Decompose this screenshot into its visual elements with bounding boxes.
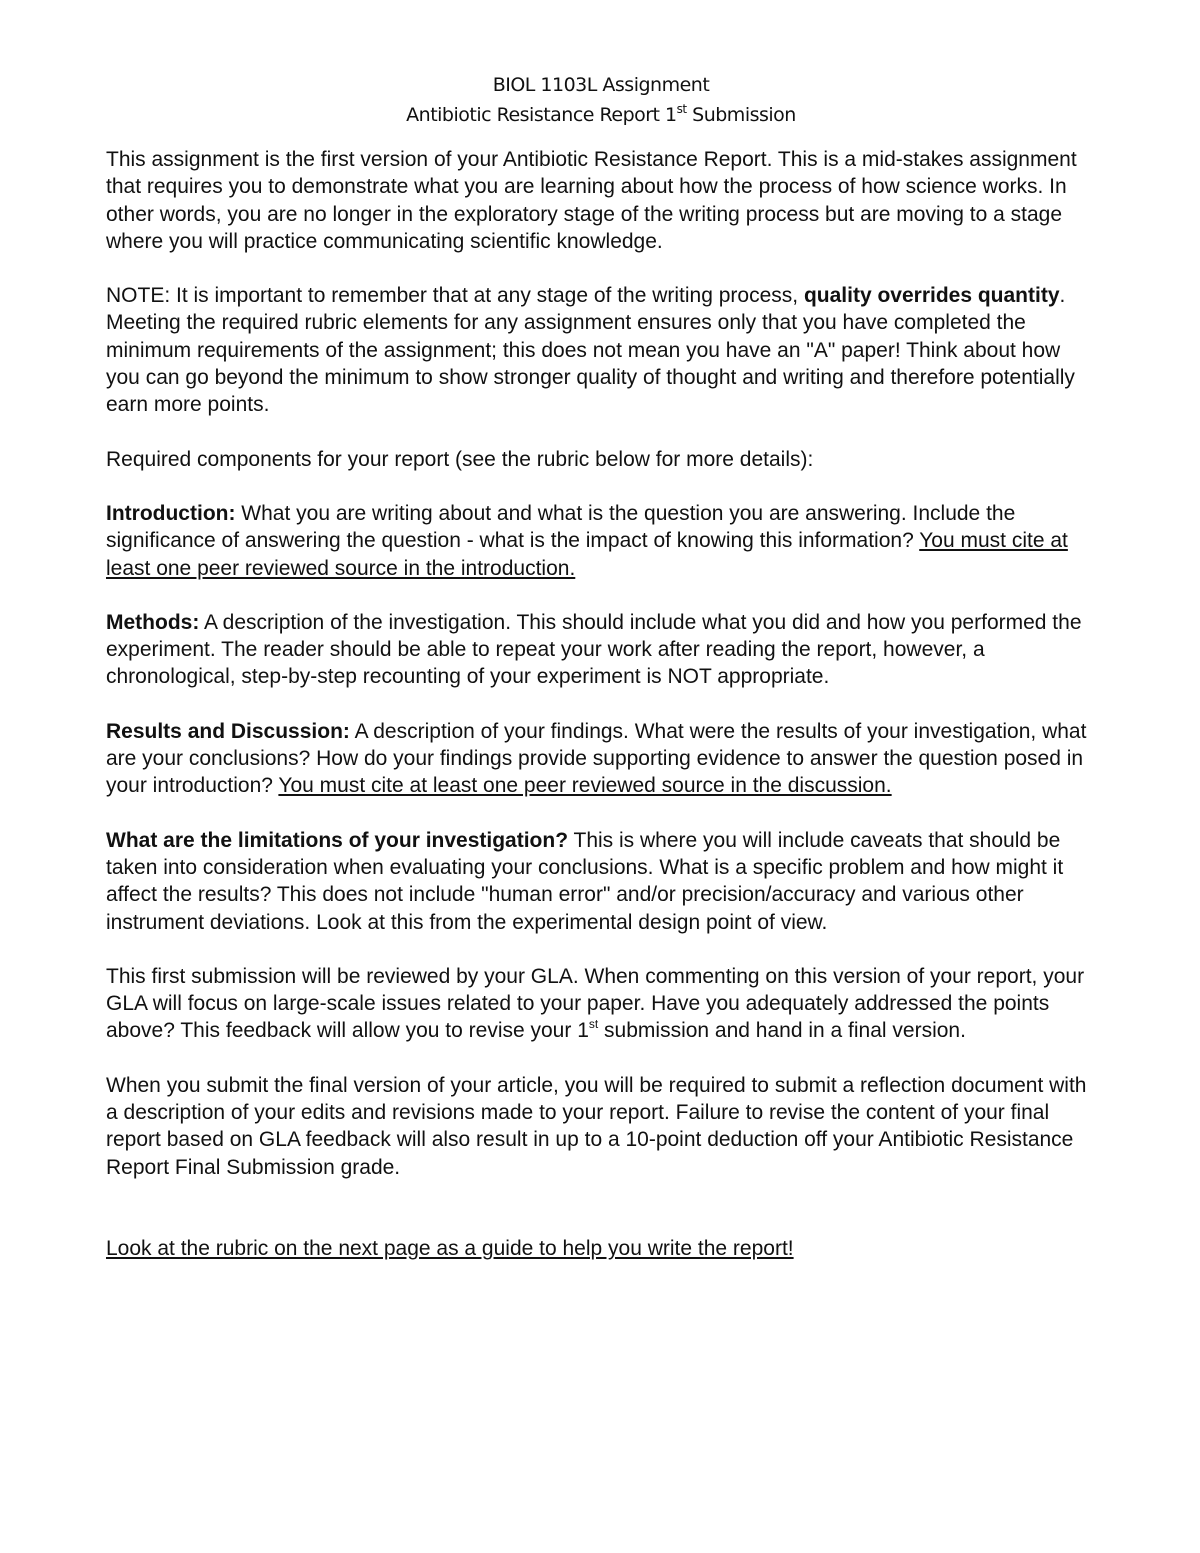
note-text-start: NOTE: It is important to remember that at any stage of the writing process, xyxy=(106,284,804,308)
first-submission-text-start: This first submission will be reviewed by your GLA. When commenting on this version of your report, your GLA will focus on large-scale issues related to your paper. Have you adequately addressed the points above? This feedback will allow you to revise your 1 xyxy=(106,964,1085,1043)
first-submission-paragraph xyxy=(106,963,1096,1045)
first-submission-text-end: submission and hand in a final version. xyxy=(598,1019,966,1043)
note-text-end: . Meeting the required rubric elements for any assignment ensures only that you have completed the minimum requirements of the assignment; this does not mean you have an "A" paper! Think about how you can go beyond the minimum to show stronger quality of thought and writing and therefore potentially earn more points. xyxy=(106,284,1075,417)
note-paragraph xyxy=(106,282,1096,418)
assignment-title xyxy=(106,100,1096,130)
intro-paragraph: This assignment is the first version of your Antibiotic Resistance Report. This is a mid-stakes assignment that requires you to demonstrate what you are learning about how the process of how science works. In other words, you are no longer in the exploratory stage of the writing process but are moving to a stage where you will practice communicating scientific knowledge. xyxy=(106,148,1077,253)
final-version-paragraph: When you submit the final version of your article, you will be required to submit a reflection document with a description of your edits and revisions made to your report. Failure to revise the content of your final report based on GLA feedback will also result in up to a 10-point deduction off your Antibiotic Resistance Report Final Submission grade. xyxy=(106,1073,1087,1179)
limitations-section xyxy=(106,827,1096,936)
components-heading: Required components for your report (see the rubric below for more details): xyxy=(106,447,814,471)
introduction-text: What you are writing about and what is the question you are answering. Include the significance of answering the question - what is the impact of knowing this information? xyxy=(106,501,1016,553)
introduction-section xyxy=(106,500,1096,582)
results-text: A description of your findings. What were the results of your investigation, what are your conclusions? How do your findings provide supporting evidence to answer the question posed in your introduction? xyxy=(106,719,1087,798)
document-header xyxy=(106,70,1096,130)
rubric-note-text: Look at the rubric on the next page as a guide to help you write the report! xyxy=(106,1236,794,1260)
assignment-title-sup: st xyxy=(676,101,687,116)
methods-section xyxy=(106,609,1096,691)
results-label: Results and Discussion: xyxy=(106,719,350,743)
rubric-note xyxy=(106,1235,1096,1262)
methods-text: A description of the investigation. This should include what you did and how you performed the experiment. The reader should be able to repeat your work after reading the report, however, a chronological, step-by-step recounting of your experiment is NOT appropriate. xyxy=(106,610,1082,689)
results-citation-requirement: You must cite at least one peer reviewed source in the discussion. xyxy=(278,774,892,798)
assignment-title-main: Antibiotic Resistance Report 1 xyxy=(406,104,677,126)
introduction-citation-requirement: You must cite at least one peer reviewed source in the introduction. xyxy=(106,529,1068,580)
note-emphasis: quality overrides quantity xyxy=(803,284,1060,308)
assignment-title-end: Submission xyxy=(686,104,796,126)
limitations-text: This is where you will include caveats that should be taken into consideration when evaluating your conclusions. What is a specific problem and how might it affect the results? This does not include "human error" and/or precision/accuracy and various other instrument deviations. Look at this from the experimental design point of view. xyxy=(106,828,1064,934)
introduction-label: Introduction: xyxy=(106,501,236,525)
results-section xyxy=(106,718,1096,800)
limitations-label: What are the limitations of your investigation? xyxy=(106,828,569,852)
course-title: BIOL 1103L Assignment xyxy=(492,74,710,96)
methods-label: Methods: xyxy=(106,610,200,634)
document-page xyxy=(106,70,1096,1289)
first-submission-sup: st xyxy=(588,1017,599,1032)
